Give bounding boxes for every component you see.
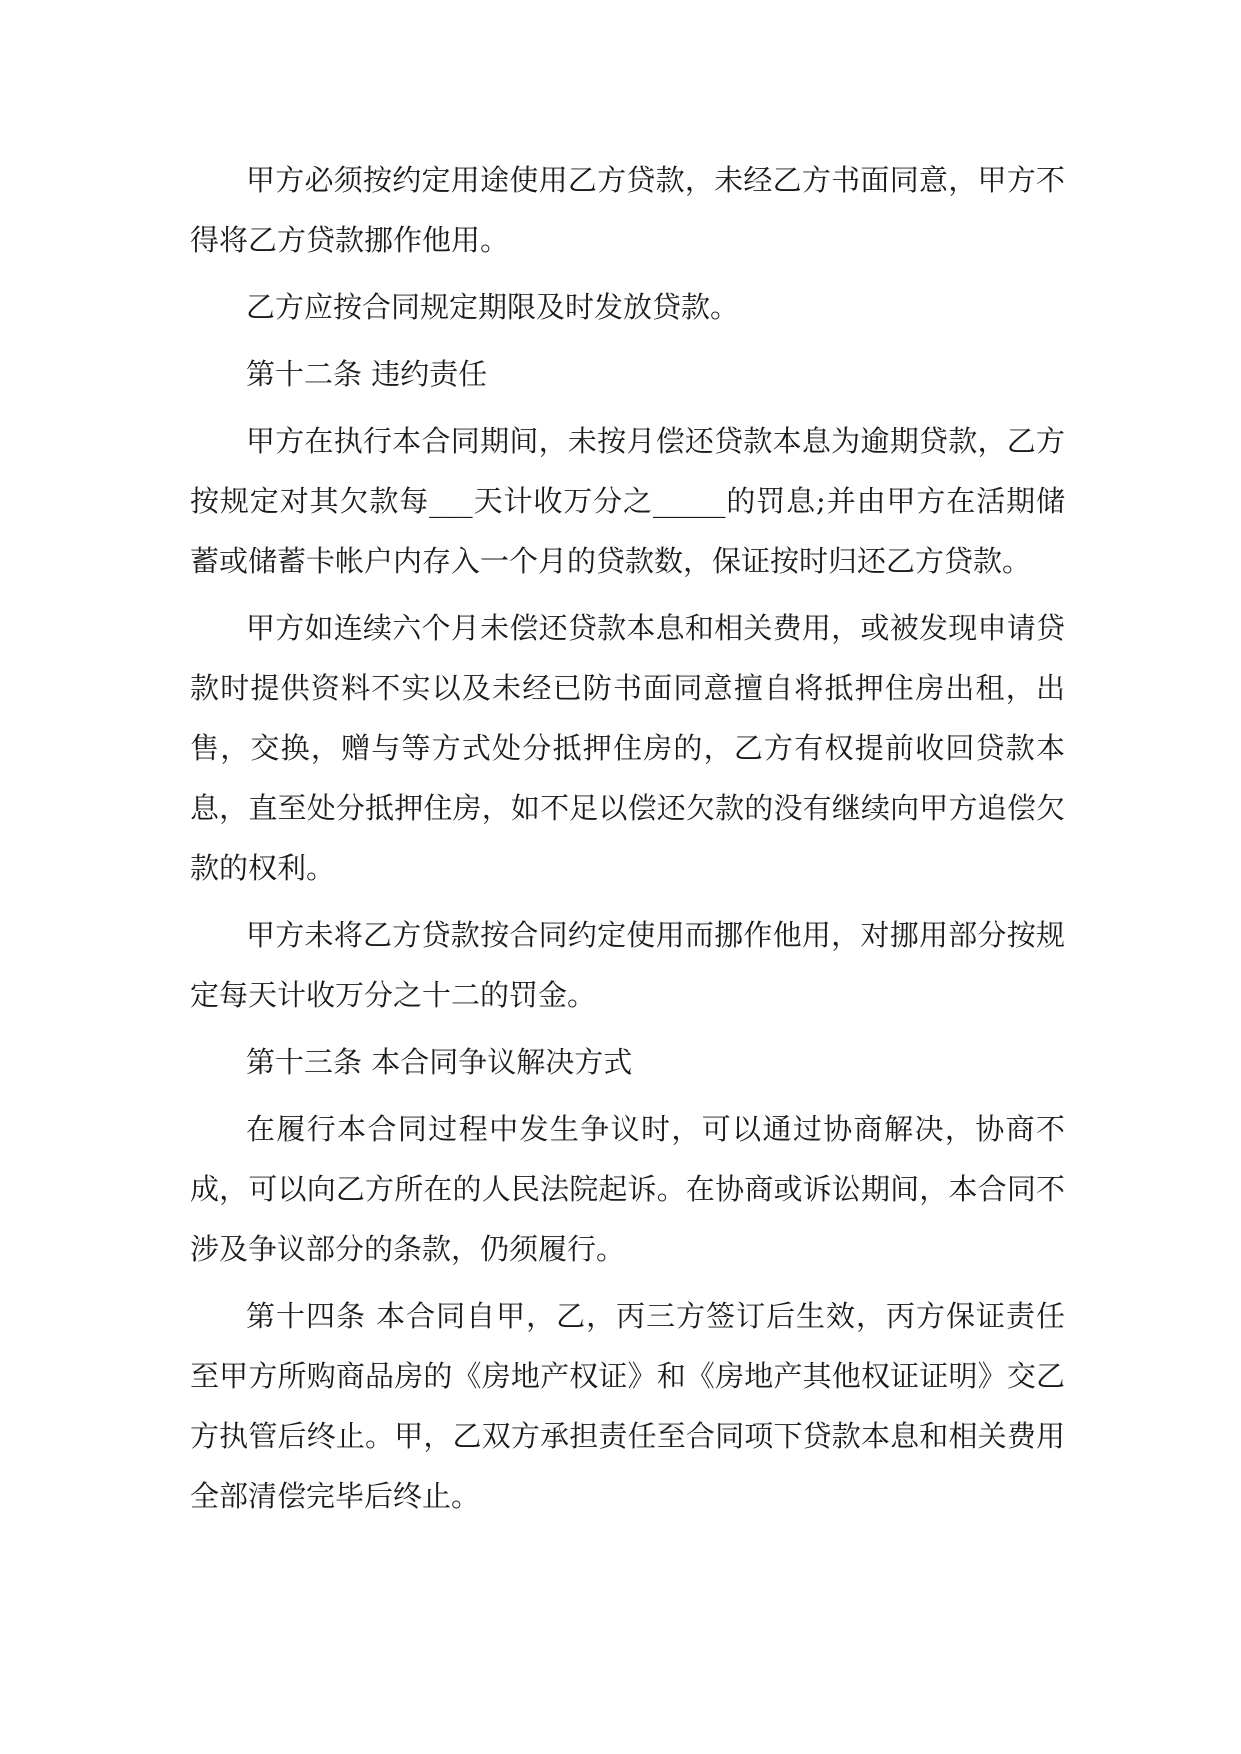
document-body bbox=[190, 150, 1065, 1533]
article-12-heading: 第十二条 违约责任 bbox=[246, 357, 488, 391]
paragraph-misuse-fine: 甲方未将乙方贷款按合同约定使用而挪作他用，对挪用部分按规定每天计收万分之十二的罚金。 bbox=[190, 918, 1065, 1012]
paragraph-dispute-resolution: 在履行本合同过程中发生争议时，可以通过协商解决，协商不成，可以向乙方所在的人民法院起诉。在协商或诉讼期间，本合同不涉及争议部分的条款，仍须履行。 bbox=[190, 1112, 1065, 1266]
article-14-effectiveness: 第十四条 本合同自甲，乙，丙三方签订后生效，丙方保证责任至甲方所购商品房的《房地产权证》和《房地产其他权证证明》交乙方执管后终止。甲，乙双方承担责任至合同项下贷款本息和相关费用全部清偿完毕后终止。 bbox=[190, 1299, 1065, 1513]
paragraph-early-recovery: 甲方如连续六个月未偿还贷款本息和相关费用，或被发现申请贷款时提供资料不实以及未经已防书面同意擅自将抵押住房出租，出售，交换，赠与等方式处分抵押住房的，乙方有权提前收回贷款本息，直至处分抵押住房，如不足以偿还欠款的没有继续向甲方追偿欠款的权利。 bbox=[190, 611, 1065, 885]
paragraph-loan-usage: 甲方必须按约定用途使用乙方贷款，未经乙方书面同意，甲方不得将乙方贷款挪作他用。 bbox=[190, 163, 1065, 257]
paragraph-loan-disbursement: 乙方应按合同规定期限及时发放贷款。 bbox=[246, 290, 740, 324]
paragraph-overdue-penalty: 甲方在执行本合同期间，未按月偿还贷款本息为逾期贷款，乙方按规定对其欠款每___天计收万分之_____的罚息;并由甲方在活期储蓄或储蓄卡帐户内存入一个月的贷款数，保证按时归还乙方贷款。 bbox=[190, 424, 1065, 578]
article-13-heading: 第十三条 本合同争议解决方式 bbox=[246, 1045, 633, 1079]
